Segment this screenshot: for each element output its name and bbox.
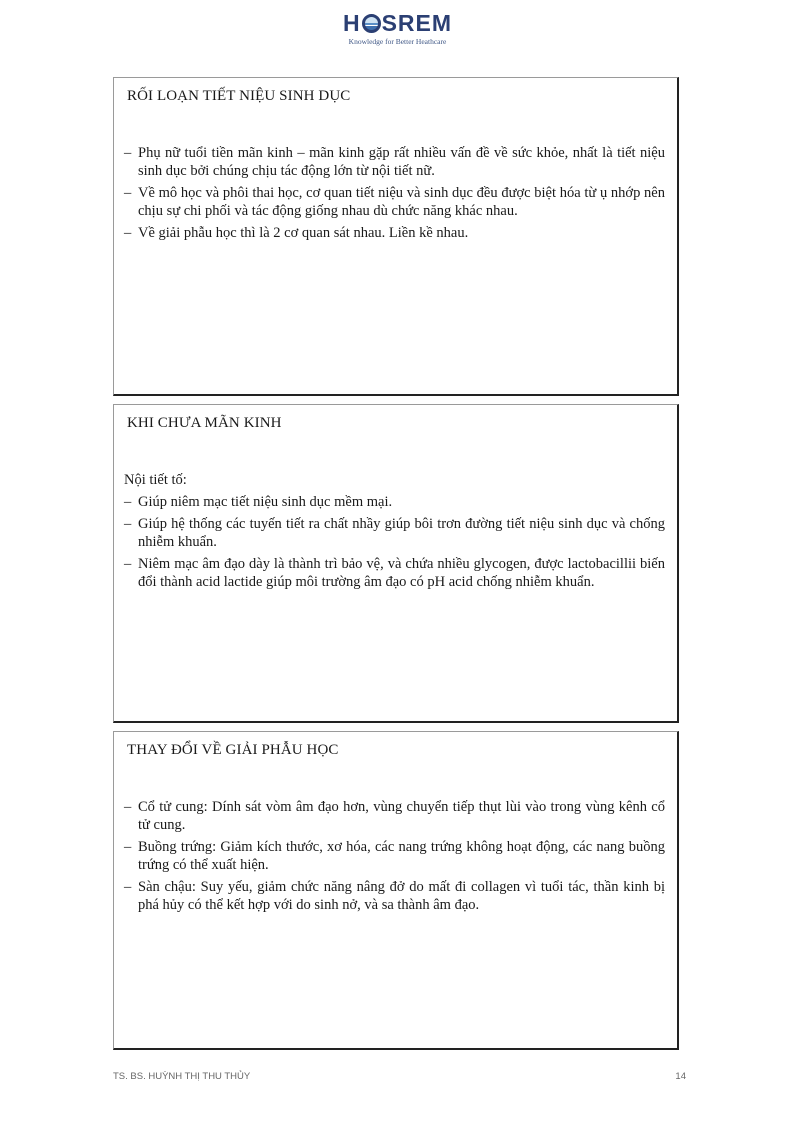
slide-title: RỐI LOẠN TIẾT NIỆU SINH DỤC [127, 88, 351, 104]
bullet-item: – Giúp niêm mạc tiết niệu sinh dục mềm mại. [124, 493, 665, 511]
bullet-item: – Giúp hệ thống các tuyến tiết ra chất nhầy giúp bôi trơn đường tiết niệu sinh dục và chống nhiễm khuẩn. [124, 515, 665, 551]
slide-box [113, 77, 679, 396]
logo-wordmark: H SREM [342, 10, 453, 36]
page-number: 14 [675, 1071, 686, 1082]
slide-intro: Nội tiết tố: [124, 472, 187, 488]
slide-body [124, 471, 665, 595]
bullet-item: – Cổ tử cung: Dính sát vòm âm đạo hơn, vùng chuyển tiếp thụt lùi vào trong vùng kênh cổ tử cung. [124, 798, 665, 834]
slide-box [113, 404, 679, 723]
bullet-item: – Về mô học và phôi thai học, cơ quan tiết niệu và sinh dục đều được biệt hóa từ ụ nhớp nên chịu sự chi phối và tác động giống nhau dù chức năng khác nhau. [124, 184, 665, 220]
slide-title: KHI CHƯA MÃN KINH [127, 415, 282, 431]
slide-box [113, 731, 679, 1050]
hosrem-logo [335, 10, 460, 46]
bullet-item: – Buồng trứng: Giảm kích thước, xơ hóa, các nang trứng không hoạt động, các nang buồng trứng có thể xuất hiện. [124, 838, 665, 874]
bullet-item: – Sàn chậu: Suy yếu, giảm chức năng nâng đở do mất đi collagen vì tuổi tác, thần kinh bị phá hủy có thể kết hợp với do sinh nở, và sa thành âm đạo. [124, 878, 665, 914]
slide-body [124, 798, 665, 918]
logo-tagline: Knowledge for Better Heathcare [348, 37, 447, 46]
bullet-item: – Niêm mạc âm đạo dày là thành trì bảo vệ, và chứa nhiều glycogen, được lactobacillii biến đổi thành acid lactide giúp môi trường âm đạo có pH acid chống nhiễm khuẩn. [124, 555, 665, 591]
logo-globe-icon [362, 14, 381, 33]
slide-title: THAY ĐỔI VỀ GIẢI PHẪU HỌC [127, 742, 339, 758]
slide-body [124, 144, 665, 246]
bullet-item: – Về giải phẫu học thì là 2 cơ quan sát nhau. Liền kề nhau. [124, 224, 665, 242]
bullet-item: – Phụ nữ tuổi tiền mãn kinh – mãn kinh gặp rất nhiều vấn đề về sức khỏe, nhất là tiết niệu sinh dục bởi chúng chịu tác động lớn từ nội tiết nữ. [124, 144, 665, 180]
footer-author: TS. BS. HUỲNH THỊ THU THỦY [113, 1071, 251, 1082]
